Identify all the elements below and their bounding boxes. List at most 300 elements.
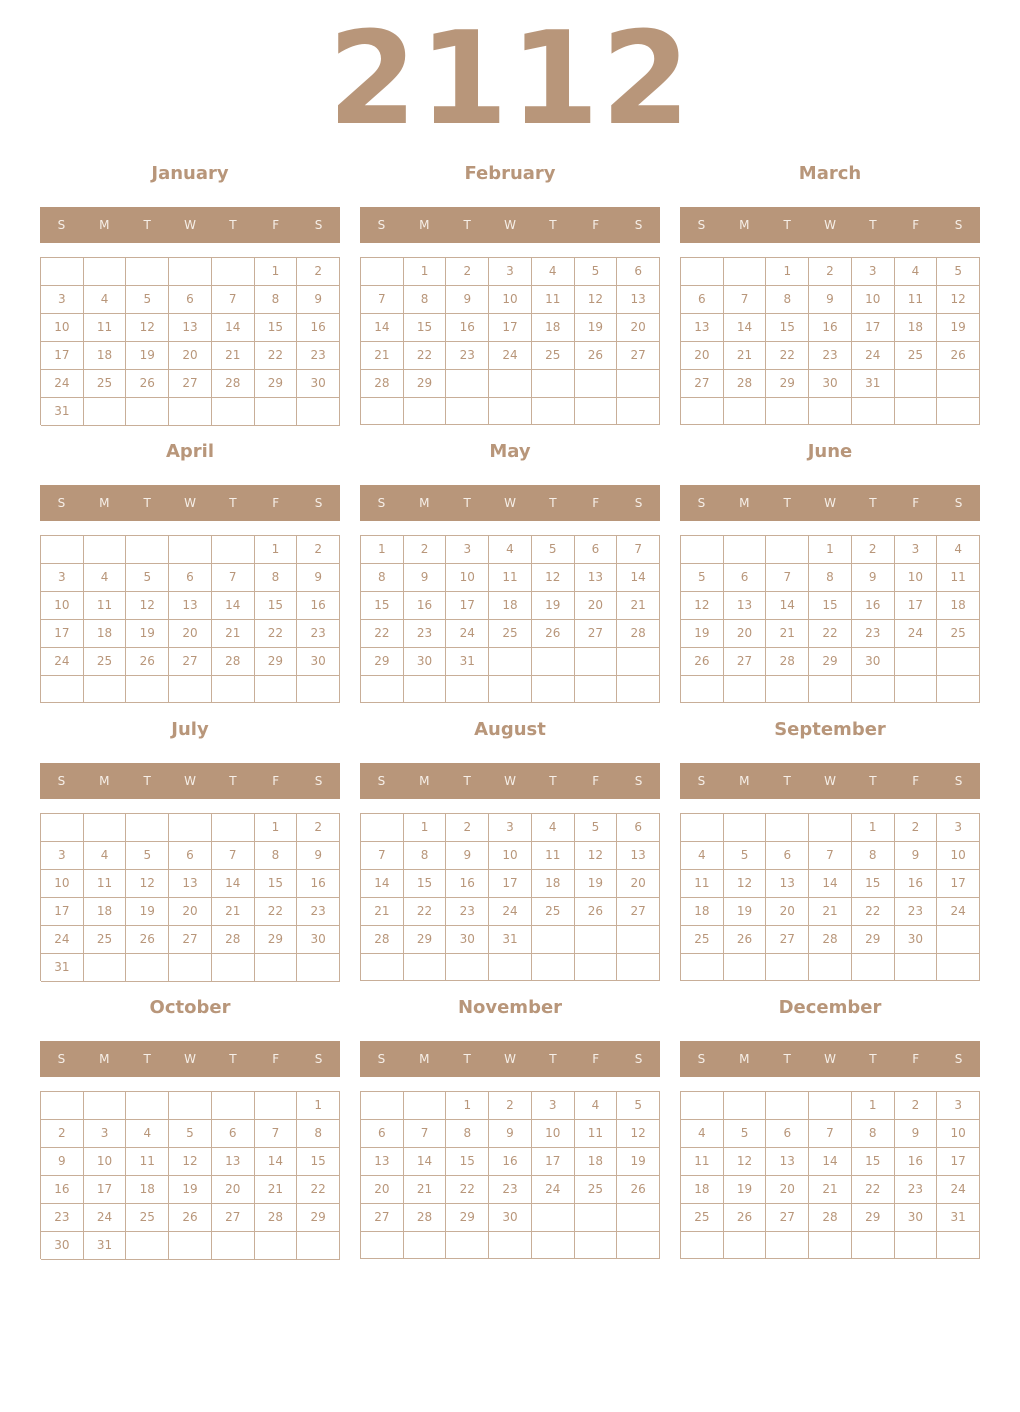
day-cell: 11 [937, 564, 980, 592]
day-cell: 8 [404, 286, 447, 314]
day-cell: 26 [126, 648, 169, 676]
empty-day-cell [255, 1092, 298, 1120]
day-cell: 26 [126, 926, 169, 954]
day-cell: 26 [532, 620, 575, 648]
day-cell: 27 [575, 620, 618, 648]
day-cell: 25 [84, 370, 127, 398]
day-cell: 31 [41, 954, 84, 982]
day-cell: 16 [404, 592, 447, 620]
day-cell: 14 [724, 314, 767, 342]
day-cell: 20 [169, 342, 212, 370]
day-cell: 22 [255, 342, 298, 370]
day-cell: 25 [126, 1204, 169, 1232]
day-cell: 9 [809, 286, 852, 314]
empty-day-cell [361, 1092, 404, 1120]
day-cell: 12 [575, 286, 618, 314]
day-cell: 24 [937, 1176, 980, 1204]
empty-day-cell [126, 536, 169, 564]
day-cell: 25 [84, 648, 127, 676]
empty-day-cell [617, 926, 660, 954]
day-cell: 6 [766, 1120, 809, 1148]
day-cell: 17 [41, 620, 84, 648]
day-cell: 7 [724, 286, 767, 314]
day-cell: 5 [126, 842, 169, 870]
day-cell: 22 [852, 1176, 895, 1204]
empty-day-cell [681, 814, 724, 842]
day-cell: 18 [681, 898, 724, 926]
day-cell: 18 [895, 314, 938, 342]
day-cell: 8 [404, 842, 447, 870]
weekday-header-row [680, 763, 980, 799]
empty-day-cell [617, 398, 660, 425]
day-cell: 15 [404, 870, 447, 898]
day-cell: 14 [361, 870, 404, 898]
day-cell: 18 [84, 620, 127, 648]
day-cell: 17 [41, 342, 84, 370]
empty-day-cell [575, 648, 618, 676]
day-cell: 1 [255, 814, 298, 842]
day-cell: 29 [809, 648, 852, 676]
day-cell: 25 [681, 926, 724, 954]
day-cell: 27 [169, 926, 212, 954]
weekday-header: T [143, 218, 151, 232]
day-cell: 1 [446, 1092, 489, 1120]
day-cell: 27 [617, 898, 660, 926]
day-cell: 10 [852, 286, 895, 314]
day-cell: 30 [895, 1204, 938, 1232]
empty-day-cell [41, 536, 84, 564]
day-cell: 6 [169, 286, 212, 314]
day-cell: 1 [852, 1092, 895, 1120]
empty-day-cell [361, 676, 404, 703]
day-cell: 23 [297, 898, 340, 926]
empty-day-cell [41, 676, 84, 703]
empty-day-cell [489, 370, 532, 398]
day-cell: 12 [126, 592, 169, 620]
empty-day-cell [404, 676, 447, 703]
month-name: December [778, 997, 882, 1018]
empty-day-cell [852, 676, 895, 703]
day-cell: 7 [361, 286, 404, 314]
weekday-header: T [549, 496, 557, 510]
day-cell: 13 [212, 1148, 255, 1176]
day-cell: 18 [575, 1148, 618, 1176]
weekday-header: T [783, 1052, 791, 1066]
weekday-header: S [377, 496, 386, 510]
day-cell: 3 [852, 258, 895, 286]
day-cell: 8 [255, 842, 298, 870]
day-cell: 19 [532, 592, 575, 620]
day-cell: 3 [41, 842, 84, 870]
day-cell: 26 [724, 1204, 767, 1232]
empty-day-cell [766, 398, 809, 425]
empty-day-cell [617, 648, 660, 676]
day-cell: 3 [41, 564, 84, 592]
empty-day-cell [297, 954, 340, 982]
day-cell: 28 [809, 1204, 852, 1232]
weekday-header: F [272, 1052, 280, 1066]
day-grid [360, 1091, 660, 1259]
empty-day-cell [404, 1092, 447, 1120]
day-cell: 7 [212, 842, 255, 870]
day-cell: 15 [255, 592, 298, 620]
empty-day-cell [532, 954, 575, 981]
empty-day-cell [84, 1092, 127, 1120]
weekday-header-row [40, 1041, 340, 1077]
month-name: March [798, 163, 862, 184]
empty-day-cell [575, 1232, 618, 1259]
day-cell: 2 [404, 536, 447, 564]
day-cell: 8 [255, 286, 298, 314]
day-cell: 8 [766, 286, 809, 314]
day-cell: 7 [766, 564, 809, 592]
empty-day-cell [169, 398, 212, 426]
year-title: 2112 [327, 5, 693, 154]
day-cell: 20 [681, 342, 724, 370]
empty-day-cell [126, 1232, 169, 1260]
day-grid [360, 535, 660, 703]
day-cell: 9 [446, 286, 489, 314]
weekday-header-row [360, 1041, 660, 1077]
empty-day-cell [446, 676, 489, 703]
day-cell: 4 [681, 842, 724, 870]
day-cell: 4 [895, 258, 938, 286]
day-cell: 15 [852, 870, 895, 898]
day-cell: 8 [297, 1120, 340, 1148]
empty-day-cell [169, 536, 212, 564]
weekday-header: F [912, 218, 920, 232]
day-cell: 30 [297, 370, 340, 398]
day-cell: 13 [617, 286, 660, 314]
day-cell: 6 [361, 1120, 404, 1148]
day-cell: 11 [681, 870, 724, 898]
day-cell: 29 [852, 926, 895, 954]
day-cell: 3 [489, 814, 532, 842]
empty-day-cell [766, 954, 809, 981]
empty-day-cell [212, 536, 255, 564]
weekday-header: W [184, 774, 196, 788]
day-cell: 20 [361, 1176, 404, 1204]
day-cell: 15 [852, 1148, 895, 1176]
empty-day-cell [852, 1232, 895, 1259]
weekday-header: F [272, 496, 280, 510]
weekday-header: M [419, 218, 430, 232]
day-cell: 4 [84, 842, 127, 870]
day-cell: 16 [446, 314, 489, 342]
empty-day-cell [489, 676, 532, 703]
day-cell: 25 [489, 620, 532, 648]
day-cell: 24 [84, 1204, 127, 1232]
day-cell: 21 [361, 342, 404, 370]
month-name: November [457, 997, 563, 1018]
empty-day-cell [809, 814, 852, 842]
empty-day-cell [766, 1232, 809, 1259]
day-cell: 6 [212, 1120, 255, 1148]
day-cell: 15 [446, 1148, 489, 1176]
day-cell: 23 [446, 342, 489, 370]
empty-day-cell [446, 1232, 489, 1259]
empty-day-cell [404, 954, 447, 981]
empty-day-cell [937, 648, 980, 676]
day-cell: 28 [212, 926, 255, 954]
empty-day-cell [212, 258, 255, 286]
day-cell: 24 [895, 620, 938, 648]
day-cell: 26 [126, 370, 169, 398]
day-cell: 5 [681, 564, 724, 592]
day-cell: 14 [617, 564, 660, 592]
empty-day-cell [41, 814, 84, 842]
day-cell: 22 [404, 898, 447, 926]
empty-day-cell [617, 954, 660, 981]
day-cell: 9 [297, 842, 340, 870]
day-cell: 30 [297, 648, 340, 676]
day-cell: 14 [404, 1148, 447, 1176]
empty-day-cell [724, 954, 767, 981]
day-cell: 10 [489, 286, 532, 314]
weekday-header: T [549, 218, 557, 232]
day-cell: 8 [361, 564, 404, 592]
day-cell: 11 [532, 842, 575, 870]
day-cell: 19 [937, 314, 980, 342]
day-cell: 20 [617, 314, 660, 342]
day-cell: 10 [895, 564, 938, 592]
day-cell: 28 [361, 370, 404, 398]
day-cell: 5 [617, 1092, 660, 1120]
day-cell: 13 [766, 870, 809, 898]
day-cell: 28 [766, 648, 809, 676]
empty-day-cell [255, 676, 298, 703]
day-cell: 10 [41, 870, 84, 898]
empty-day-cell [532, 1232, 575, 1259]
day-cell: 22 [766, 342, 809, 370]
day-cell: 25 [532, 898, 575, 926]
weekday-header: W [824, 496, 836, 510]
day-cell: 20 [575, 592, 618, 620]
empty-day-cell [489, 1232, 532, 1259]
day-cell: 16 [852, 592, 895, 620]
day-cell: 7 [255, 1120, 298, 1148]
empty-day-cell [255, 1232, 298, 1260]
weekday-header: T [229, 496, 237, 510]
empty-day-cell [404, 1232, 447, 1259]
weekday-header: W [504, 1052, 516, 1066]
weekday-header: F [592, 496, 600, 510]
weekday-header: S [954, 1052, 963, 1066]
day-cell: 28 [809, 926, 852, 954]
day-cell: 1 [404, 258, 447, 286]
empty-day-cell [169, 1092, 212, 1120]
day-cell: 24 [489, 342, 532, 370]
day-cell: 9 [297, 286, 340, 314]
day-cell: 10 [937, 842, 980, 870]
empty-day-cell [212, 1232, 255, 1260]
day-cell: 6 [169, 842, 212, 870]
weekday-header: S [954, 496, 963, 510]
empty-day-cell [361, 814, 404, 842]
weekday-header: M [739, 1052, 750, 1066]
empty-day-cell [809, 398, 852, 425]
day-cell: 23 [489, 1176, 532, 1204]
day-cell: 19 [126, 898, 169, 926]
day-cell: 27 [212, 1204, 255, 1232]
weekday-header-row [40, 485, 340, 521]
empty-day-cell [852, 398, 895, 425]
empty-day-cell [895, 954, 938, 981]
empty-day-cell [724, 676, 767, 703]
empty-day-cell [895, 398, 938, 425]
day-cell: 2 [297, 536, 340, 564]
day-cell: 19 [617, 1148, 660, 1176]
empty-day-cell [681, 398, 724, 425]
empty-day-cell [297, 398, 340, 426]
weekday-header: S [314, 496, 323, 510]
day-cell: 7 [617, 536, 660, 564]
day-cell: 16 [446, 870, 489, 898]
empty-day-cell [681, 954, 724, 981]
day-cell: 21 [724, 342, 767, 370]
day-cell: 3 [937, 1092, 980, 1120]
day-cell: 1 [852, 814, 895, 842]
day-cell: 5 [126, 286, 169, 314]
empty-day-cell [766, 1092, 809, 1120]
weekday-header: T [783, 218, 791, 232]
day-cell: 22 [446, 1176, 489, 1204]
day-cell: 1 [404, 814, 447, 842]
day-cell: 2 [446, 814, 489, 842]
day-cell: 13 [169, 870, 212, 898]
day-cell: 29 [297, 1204, 340, 1232]
day-cell: 22 [852, 898, 895, 926]
weekday-header-row [360, 485, 660, 521]
day-cell: 31 [937, 1204, 980, 1232]
empty-day-cell [126, 954, 169, 982]
day-cell: 15 [255, 870, 298, 898]
weekday-header: S [634, 774, 643, 788]
day-cell: 23 [895, 898, 938, 926]
day-cell: 5 [937, 258, 980, 286]
day-cell: 23 [297, 342, 340, 370]
day-cell: 8 [446, 1120, 489, 1148]
weekday-header: S [954, 774, 963, 788]
day-cell: 10 [84, 1148, 127, 1176]
day-cell: 9 [895, 842, 938, 870]
empty-day-cell [575, 398, 618, 425]
day-cell: 19 [126, 620, 169, 648]
day-cell: 30 [489, 1204, 532, 1232]
month-name: May [489, 441, 531, 462]
day-cell: 12 [575, 842, 618, 870]
day-cell: 6 [617, 814, 660, 842]
day-cell: 24 [937, 898, 980, 926]
day-cell: 23 [852, 620, 895, 648]
day-cell: 17 [895, 592, 938, 620]
day-cell: 27 [766, 1204, 809, 1232]
day-cell: 14 [809, 1148, 852, 1176]
weekday-header: T [869, 774, 877, 788]
day-cell: 31 [852, 370, 895, 398]
day-cell: 27 [681, 370, 724, 398]
day-cell: 28 [404, 1204, 447, 1232]
weekday-header: S [314, 218, 323, 232]
day-cell: 29 [255, 926, 298, 954]
weekday-header: T [783, 496, 791, 510]
weekday-header: F [592, 218, 600, 232]
day-cell: 8 [809, 564, 852, 592]
empty-day-cell [766, 536, 809, 564]
day-cell: 8 [852, 842, 895, 870]
weekday-header: W [184, 1052, 196, 1066]
day-cell: 12 [617, 1120, 660, 1148]
day-cell: 1 [361, 536, 404, 564]
day-cell: 4 [937, 536, 980, 564]
weekday-header-row [360, 763, 660, 799]
month-name: September [774, 719, 886, 740]
day-cell: 10 [41, 314, 84, 342]
day-cell: 2 [297, 258, 340, 286]
empty-day-cell [212, 676, 255, 703]
day-grid [40, 1091, 340, 1259]
weekday-header: S [57, 774, 66, 788]
day-cell: 4 [84, 286, 127, 314]
weekday-header: M [99, 774, 110, 788]
month-name: January [151, 163, 229, 184]
day-cell: 7 [809, 1120, 852, 1148]
day-cell: 31 [84, 1232, 127, 1260]
weekday-header-row [40, 207, 340, 243]
day-cell: 26 [617, 1176, 660, 1204]
day-cell: 23 [297, 620, 340, 648]
day-cell: 14 [212, 870, 255, 898]
day-cell: 27 [169, 648, 212, 676]
day-cell: 19 [575, 314, 618, 342]
day-cell: 19 [169, 1176, 212, 1204]
day-cell: 1 [255, 258, 298, 286]
day-cell: 4 [84, 564, 127, 592]
empty-day-cell [532, 676, 575, 703]
day-grid [680, 257, 980, 425]
weekday-header: S [697, 774, 706, 788]
empty-day-cell [169, 676, 212, 703]
day-cell: 9 [446, 842, 489, 870]
day-cell: 26 [169, 1204, 212, 1232]
month-name: April [165, 441, 215, 462]
day-cell: 10 [532, 1120, 575, 1148]
day-cell: 30 [809, 370, 852, 398]
day-cell: 1 [297, 1092, 340, 1120]
day-cell: 10 [41, 592, 84, 620]
day-cell: 28 [361, 926, 404, 954]
day-cell: 9 [895, 1120, 938, 1148]
day-cell: 13 [169, 314, 212, 342]
day-cell: 20 [169, 620, 212, 648]
day-cell: 15 [297, 1148, 340, 1176]
empty-day-cell [126, 398, 169, 426]
month-name: October [149, 997, 231, 1018]
empty-day-cell [84, 398, 127, 426]
weekday-header: M [419, 496, 430, 510]
day-cell: 4 [532, 258, 575, 286]
weekday-header: W [504, 218, 516, 232]
day-cell: 29 [361, 648, 404, 676]
weekday-header: S [314, 1052, 323, 1066]
day-cell: 10 [489, 842, 532, 870]
day-cell: 27 [766, 926, 809, 954]
weekday-header: T [143, 774, 151, 788]
empty-day-cell [937, 926, 980, 954]
day-cell: 21 [361, 898, 404, 926]
empty-day-cell [724, 258, 767, 286]
day-cell: 17 [446, 592, 489, 620]
